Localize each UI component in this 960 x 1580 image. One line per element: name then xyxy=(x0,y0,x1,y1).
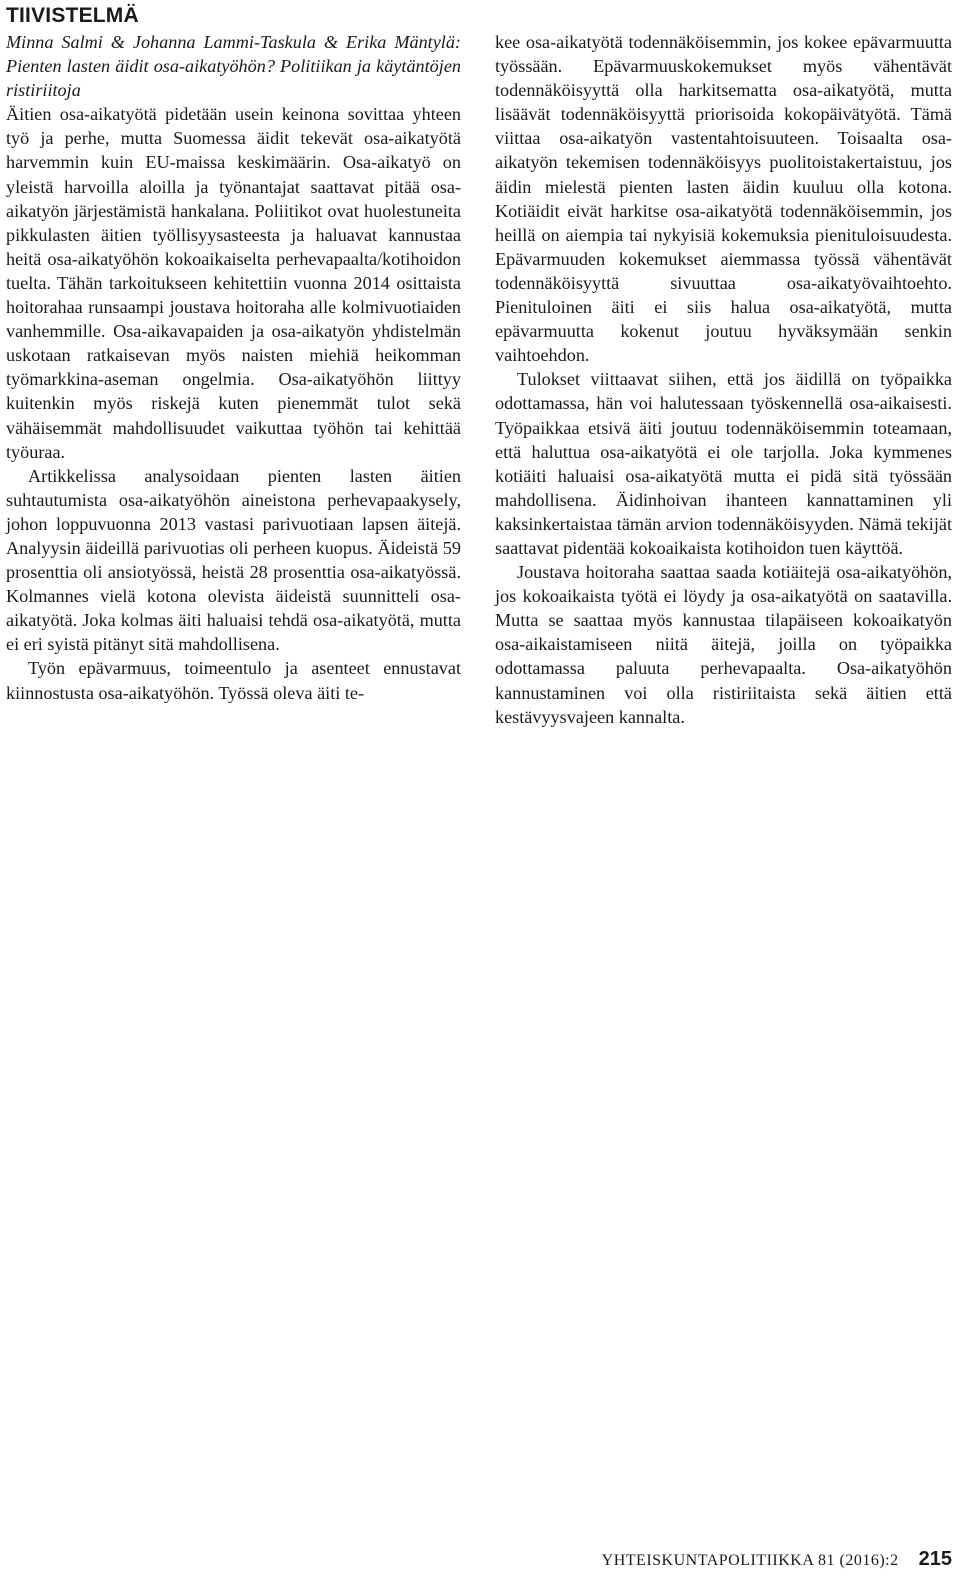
abstract-paragraph: Äitien osa-aikatyötä pidetään usein keinona sovittaa yhteen työ ja perhe, mutta Suomessa äidit tekevät osa-aikatyötä harvemmin kuin EU-maissa keskimäärin. Osa-aikatyö on yleistä harvoilla aloilla ja työnantajat saattavat pitää osa-aikatyön järjestämistä hankalana. Poliitikot ovat huolestuneita pikkulasten äitien työllisyysasteesta ja haluavat kannustaa heitä osa-aikatyöhön kokoaikaiselta perhevapaalta/kotihoidon tuelta. Tähän tarkoitukseen kehitettiin vuonna 2014 osittaista hoitorahaa runsaampi joustava hoitoraha alle kolmivuotiaiden vanhemmille. Osa-aikavapaiden ja osa-aikatyön yhdistelmän uskotaan ratkaisevan myös naisten miehiä heikomman työmarkkina-aseman ongelmia. Osa-aikatyöhön liittyy kuitenkin myös riskejä kuten pienemmät tulot sekä vähäisemmät mahdollisuudet vaikuttaa työhön tai kehittää työuraa. xyxy=(6,104,461,462)
right-column xyxy=(495,30,952,729)
page-number: 215 xyxy=(918,1548,952,1570)
journal-name: YHTEISKUNTAPOLITIIKKA 81 (2016):2 xyxy=(601,1552,899,1569)
article-lead: Minna Salmi & Johanna Lammi-Taskula & Erika Mäntylä: Pienten lasten äidit osa-aikatyöhön? Politiikan ja käytäntöjen ristiriitoja xyxy=(6,32,461,101)
abstract-paragraph: Joustava hoitoraha saattaa saada kotiäitejä osa-aikatyöhön, jos kokoaikaista työtä ei löydy ja osa-aikatyötä on saatavilla. Mutta se saattaa myös kannustaa tilapäiseen kokoaikatyön osa-aikaistamiseen niitä äitejä, joilla on työpaikka odottamassa paluuta perhevapaalta. Osa-aikatyöhön kannustaminen voi olla ristiriitaista sekä äitien että kestävyysvajeen kannalta. xyxy=(495,562,952,727)
abstract-paragraph: Tulokset viittaavat siihen, että jos äidillä on työpaikka odottamassa, hän voi halutessaan työskennellä osa-aikaisesti. Työpaikkaa etsivä äiti joutuu todennäköisemmin toteamaan, että haluttua osa-aikatyötä ei ole tarjolla. Joka kymmenes kotiäiti haluaisi osa-aikatyötä mutta ei pidä sitä työssään mahdollisena. Äidinhoivan ihanteen kannattaminen yli kaksinkertaistaa tämän arvion todennäköisyyden. Nämä tekijät saattavat pidentää kokoaikaista kotihoidon tuen käyttöä. xyxy=(495,369,952,558)
page-footer xyxy=(560,1548,952,1572)
section-heading: TIIVISTELMÄ xyxy=(6,4,139,27)
left-column xyxy=(6,30,461,705)
abstract-paragraph: kee osa-aikatyötä todennäköisemmin, jos kokee epävarmuutta työssään. Epävarmuuskokemukset myös vähentävät todennäköisyyttä olla harkitsematta osa-aikatyötä, mutta lisäävät todennäköisyyttä priorisoida kokopäivätyötä. Tämä viittaa osa-aikatyön vastentahtoisuuteen. Toisaalta osa-aikatyön tekemisen todennäköisyys puolitoistakertaistuu, jos äidin mielestä pienten lasten äidin kuuluu olla kotona. Kotiäidit eivät harkitse osa-aikatyötä todennäköisemmin, jos heillä on aiempia tai nykyisiä kokemuksia pienituloisuudesta. Epävarmuuden kokemukset aiemmassa työssä vähentävät todennäköisyyttä sivuuttaa osa-aikatyövaihtoehto. Pienituloinen äiti ei siis halua osa-aikatyötä, mutta epävarmuutta kokenut joutuu hyväksymään senkin vaihtoehdon. xyxy=(495,32,952,366)
abstract-paragraph: Artikkelissa analysoidaan pienten lasten äitien suhtautumista osa-aikatyöhön aineistona perhevapaakysely, johon loppuvuonna 2013 vastasi parivuotiaan lapsen äitejä. Analyysin äideillä parivuotias oli perheen kuopus. Äideistä 59 prosenttia oli ansiotyössä, heistä 28 prosenttia osa-aikatyössä. Kolmannes vielä kotona olevista äideistä suunnitteli osa-aikatyötä. Joka kolmas äiti haluaisi tehdä osa-aikatyötä, mutta ei eri syistä pitänyt sitä mahdollisena. xyxy=(6,465,461,655)
abstract-paragraph: Työn epävarmuus, toimeentulo ja asenteet ennustavat kiinnostusta osa-aikatyöhön. Työssä oleva äiti te- xyxy=(6,658,461,703)
